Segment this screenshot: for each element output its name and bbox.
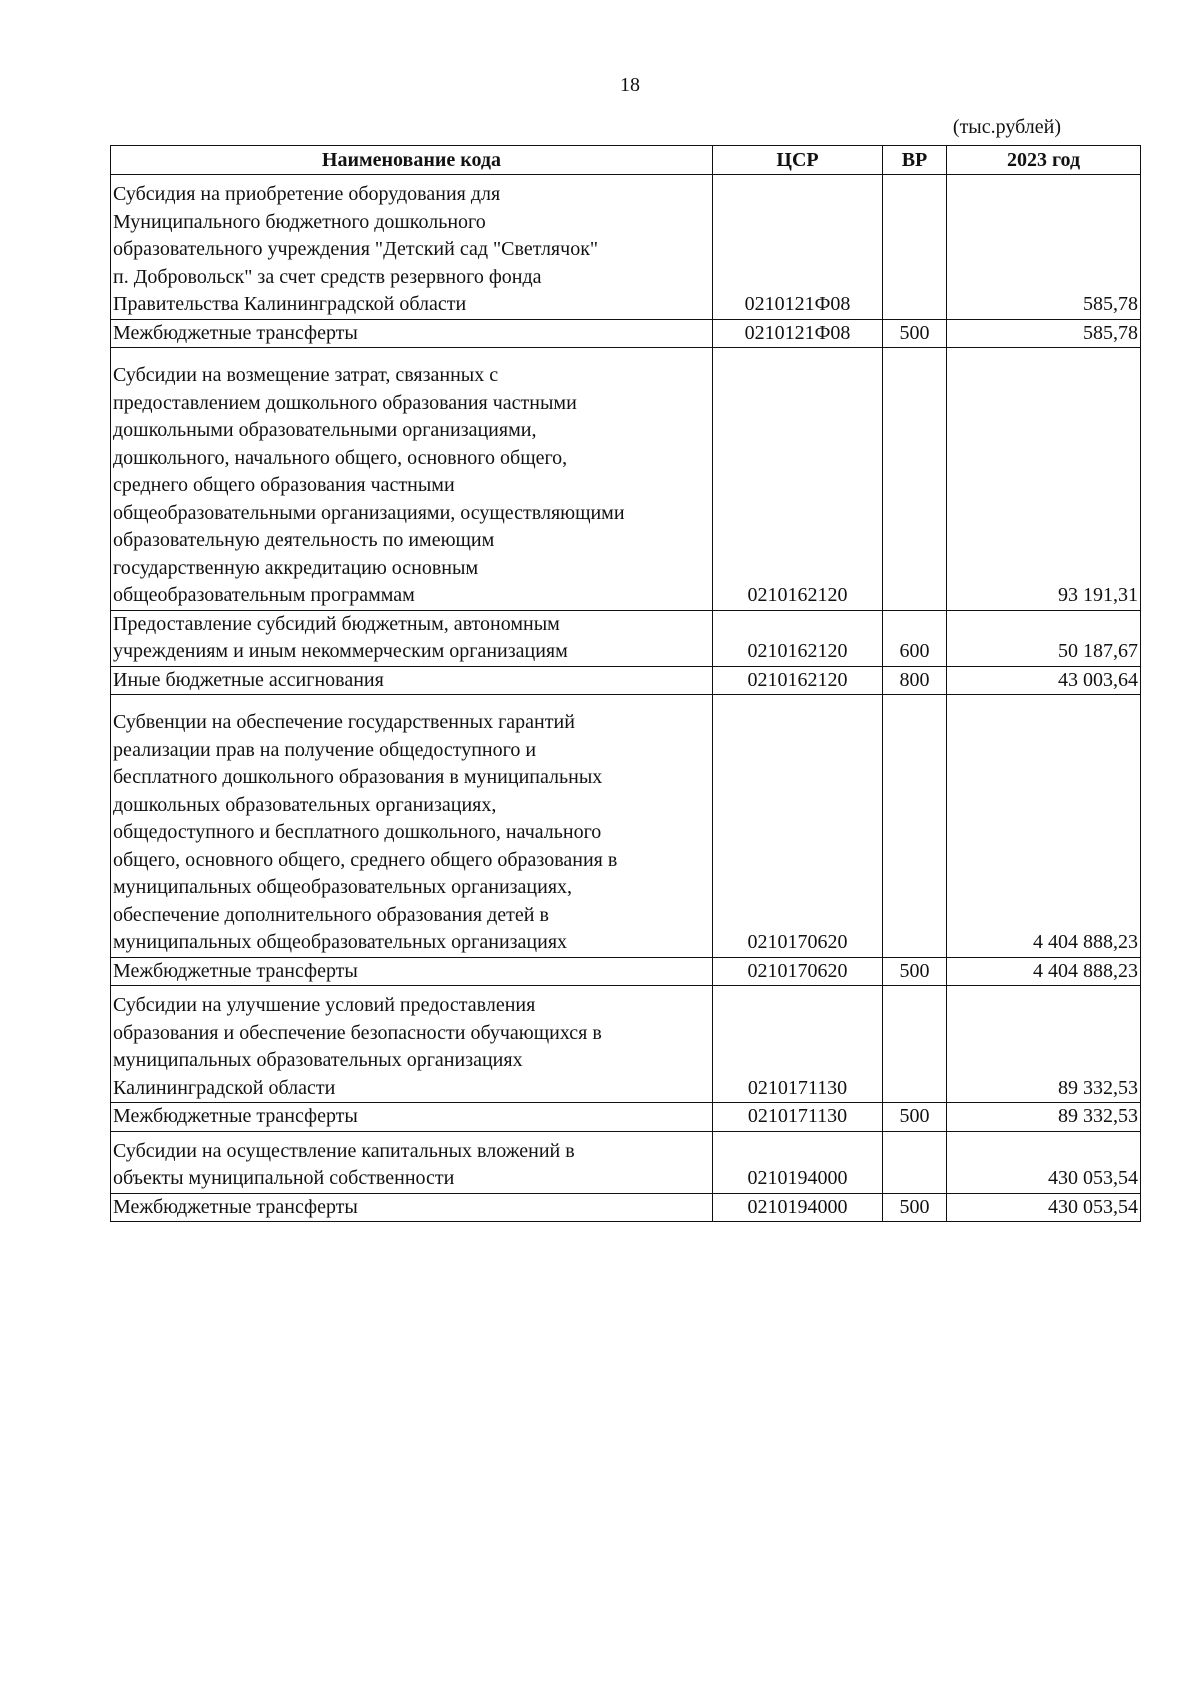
row-vr — [883, 986, 947, 1103]
row-csr: 0210171130 — [713, 986, 883, 1103]
table-row — [111, 986, 1141, 1103]
row-vr — [883, 348, 947, 611]
row-amount: 4 404 888,23 — [947, 695, 1141, 958]
table-row — [111, 610, 1141, 666]
row-name: Субсидия на приобретение оборудования для Муниципального бюджетного дошкольного образовательного учреждения "Детский сад "Светлячок" п. Добровольск" за счет средств резервного фонда Правительства Калининградской области — [111, 175, 713, 320]
row-name: Межбюджетные трансферты — [111, 1103, 713, 1132]
row-name: Субсидии на осуществление капитальных вложений в объекты муниципальной собственности — [111, 1131, 713, 1193]
table-row — [111, 666, 1141, 695]
row-csr: 0210162120 — [713, 348, 883, 611]
header-csr: ЦСР — [713, 146, 883, 175]
row-amount: 585,78 — [947, 319, 1141, 348]
table-row — [111, 175, 1141, 320]
row-name: Межбюджетные трансферты — [111, 1193, 713, 1222]
row-amount: 50 187,67 — [947, 610, 1141, 666]
row-csr: 0210170620 — [713, 957, 883, 986]
row-csr: 0210194000 — [713, 1193, 883, 1222]
row-name: Субвенции на обеспечение государственных гарантий реализации прав на получение общедоступного и бесплатного дошкольного образования в муниципальных дошкольных образовательных организациях, общедоступного и бесплатного дошкольного, начального общего, основного общего, среднего общего образования в муниципальных общеобразовательных организациях, обеспечение дополнительного образования детей в муниципальных общеобразовательных организациях — [111, 695, 713, 958]
header-year: 2023 год — [947, 146, 1141, 175]
row-vr: 500 — [883, 1103, 947, 1132]
row-name: Межбюджетные трансферты — [111, 957, 713, 986]
row-vr: 500 — [883, 957, 947, 986]
row-amount: 430 053,54 — [947, 1131, 1141, 1193]
row-csr: 0210121Ф08 — [713, 175, 883, 320]
row-csr: 0210171130 — [713, 1103, 883, 1132]
row-name: Предоставление субсидий бюджетным, автономным учреждениям и иным некоммерческим организациям — [111, 610, 713, 666]
row-vr: 500 — [883, 1193, 947, 1222]
table-row — [111, 1131, 1141, 1193]
row-csr: 0210194000 — [713, 1131, 883, 1193]
row-amount: 4 404 888,23 — [947, 957, 1141, 986]
table-row — [111, 957, 1141, 986]
row-amount: 430 053,54 — [947, 1193, 1141, 1222]
row-vr: 600 — [883, 610, 947, 666]
table-row — [111, 319, 1141, 348]
header-name: Наименование кода — [111, 146, 713, 175]
row-csr: 0210162120 — [713, 610, 883, 666]
row-name: Межбюджетные трансферты — [111, 319, 713, 348]
row-vr — [883, 695, 947, 958]
units-label: (тыс.рублей) — [952, 116, 1061, 138]
row-name: Иные бюджетные ассигнования — [111, 666, 713, 695]
table-row — [111, 1193, 1141, 1222]
row-name: Субсидии на возмещение затрат, связанных с предоставлением дошкольного образования частными дошкольными образовательными организациями, дошкольного, начального общего, основного общего, среднего общего образования частными общеобразовательными организациями, осуществляющими образовательную деятельность по имеющим государственную аккредитацию основным общеобразовательным программам — [111, 348, 713, 611]
row-name: Субсидии на улучшение условий предоставления образования и обеспечение безопасности обучающихся в муниципальных образовательных организациях Калининградской области — [111, 986, 713, 1103]
row-vr — [883, 175, 947, 320]
row-amount: 585,78 — [947, 175, 1141, 320]
row-csr: 0210162120 — [713, 666, 883, 695]
row-vr: 800 — [883, 666, 947, 695]
row-amount: 89 332,53 — [947, 1103, 1141, 1132]
page-number: 18 — [620, 74, 640, 96]
budget-table — [110, 145, 1141, 1222]
row-amount: 89 332,53 — [947, 986, 1141, 1103]
table-header-row — [111, 146, 1141, 175]
row-amount: 93 191,31 — [947, 348, 1141, 611]
table-row — [111, 1103, 1141, 1132]
row-csr: 0210121Ф08 — [713, 319, 883, 348]
header-vr: ВР — [883, 146, 947, 175]
table-row — [111, 695, 1141, 958]
row-csr: 0210170620 — [713, 695, 883, 958]
row-vr — [883, 1131, 947, 1193]
table-row — [111, 348, 1141, 611]
row-amount: 43 003,64 — [947, 666, 1141, 695]
row-vr: 500 — [883, 319, 947, 348]
